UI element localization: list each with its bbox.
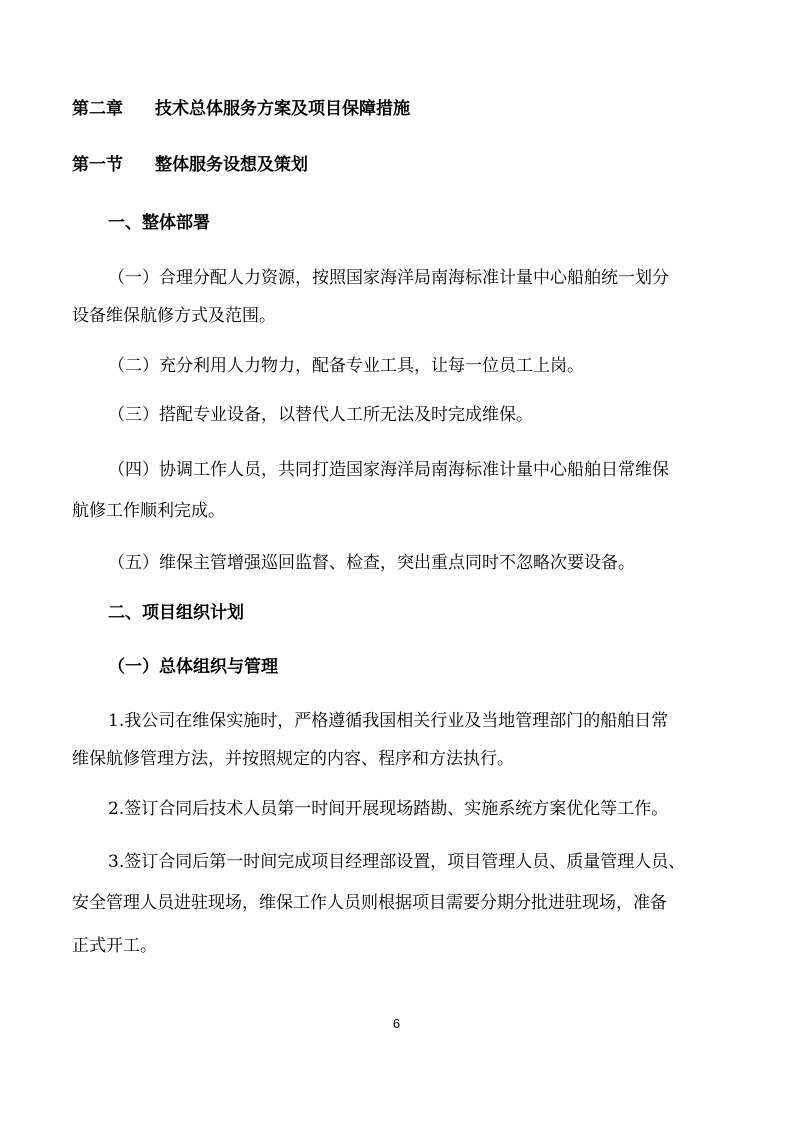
- paragraph-continuation: 正式开工。: [72, 936, 157, 956]
- paragraph-continuation: 设备维保航修方式及范围。: [72, 306, 276, 326]
- paragraph: 2.签订合同后技术人员第一时间开展现场踏勘、实施系统方案优化等工作。: [108, 799, 669, 819]
- part1-heading: 一、整体部署: [108, 213, 210, 233]
- chapter-title: 技术总体服务方案及项目保障措施: [155, 99, 410, 119]
- paragraph-continuation: 航修工作顺利完成。: [72, 501, 225, 521]
- part2-heading: 二、项目组织计划: [108, 603, 244, 623]
- section-title: 整体服务设想及策划: [155, 155, 308, 175]
- paragraph: （二）充分利用人力物力，配备专业工具，让每一位员工上岗。: [108, 356, 584, 376]
- paragraph: （三）搭配专业设备，以替代人工所无法及时完成维保。: [108, 405, 533, 425]
- page-number: 6: [392, 1016, 401, 1031]
- chapter-label: 第二章: [72, 99, 123, 119]
- section-heading: [72, 155, 308, 175]
- paragraph: 1.我公司在维保实施时，严格遵循我国相关行业及当地管理部门的船舶日常: [108, 711, 669, 731]
- paragraph: （四）协调工作人员，共同打造国家海洋局南海标准计量中心船舶日常维保: [108, 460, 669, 480]
- section-label: 第一节: [72, 155, 123, 175]
- paragraph: （五）维保主管增强巡回监督、检查，突出重点同时不忽略次要设备。: [108, 553, 635, 573]
- paragraph-continuation: 维保航修管理方法，并按照规定的内容、程序和方法执行。: [72, 749, 514, 769]
- paragraph: 3.签订合同后第一时间完成项目经理部设置，项目管理人员、质量管理人员、: [108, 852, 686, 872]
- paragraph-continuation: 安全管理人员进驻现场，维保工作人员则根据项目需要分期分批进驻现场，准备: [72, 893, 667, 913]
- part2-subheading: （一）总体组织与管理: [108, 657, 278, 677]
- paragraph: （一）合理分配人力资源，按照国家海洋局南海标准计量中心船舶统一划分: [108, 268, 669, 288]
- chapter-heading: [72, 99, 410, 119]
